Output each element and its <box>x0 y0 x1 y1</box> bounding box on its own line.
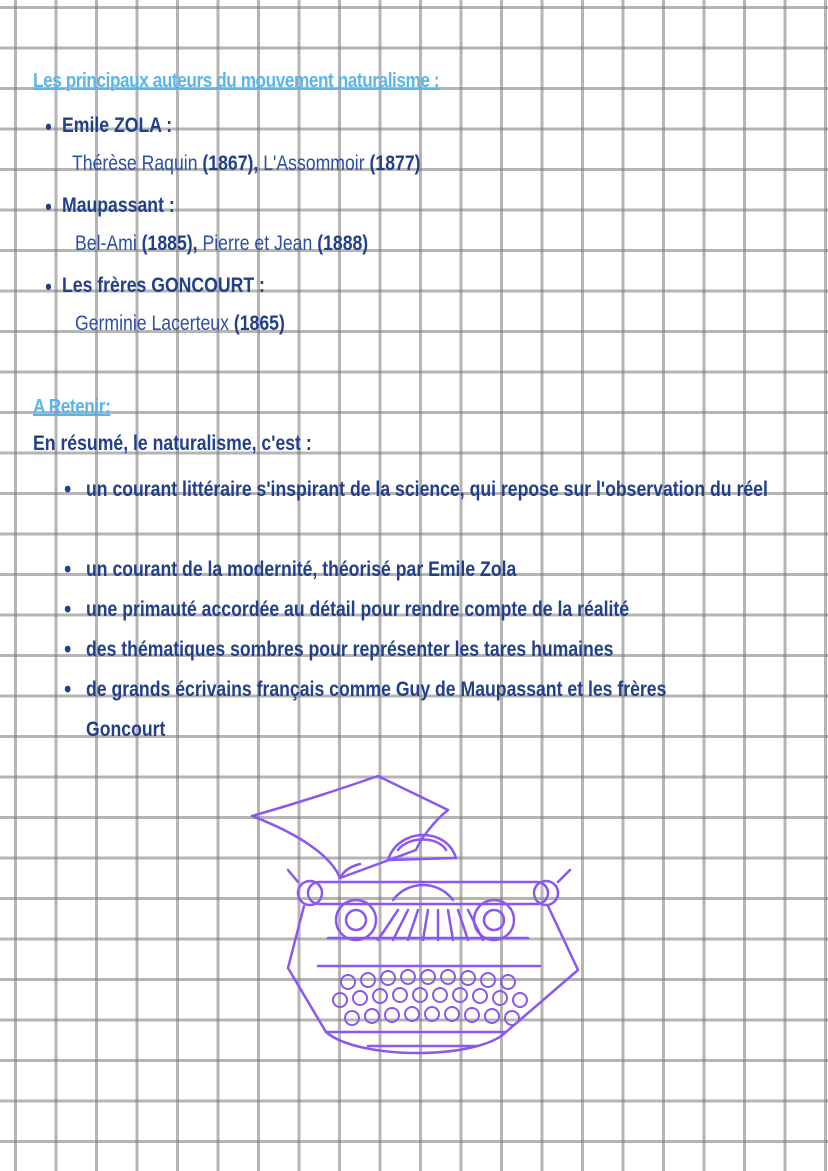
summary-item: • un courant de la modernité, théorisé par Emile Zola <box>86 550 800 590</box>
author-zola-works <box>72 152 421 176</box>
retenir-heading: A Retenir: <box>33 396 111 418</box>
work-year: (1865) <box>233 312 285 335</box>
author-maupassant: • Maupassant : <box>62 194 175 218</box>
author-zola: • Emile ZOLA : <box>62 114 172 138</box>
summary-item: • des thématiques sombres pour représenter les tares humaines <box>86 630 800 670</box>
resume-intro: En résumé, le naturalisme, c'est : <box>33 432 312 455</box>
work-title: Thérèse Raquin <box>72 152 198 175</box>
work-year: (1867) <box>202 152 254 175</box>
summary-item: • de grands écrivains français comme Guy de Maupassant et les frères Goncourt <box>86 670 724 750</box>
authors-heading: Les principaux auteurs du mouvement naturalisme : <box>33 70 440 92</box>
work-separator: , <box>253 152 264 175</box>
author-goncourt: • Les frères GONCOURT : <box>62 274 265 298</box>
author-maupassant-works <box>75 232 368 256</box>
typewriter-illustration-icon <box>248 770 588 1070</box>
work-separator: , <box>192 232 203 255</box>
summary-item: • une primauté accordée au détail pour rendre compte de la réalité <box>86 590 800 630</box>
work-year: (1888) <box>317 232 369 255</box>
work-title: Bel-Ami <box>75 232 137 255</box>
work-title: Germinie Lacerteux <box>75 312 229 335</box>
work-year: (1885) <box>141 232 193 255</box>
work-title: L'Assommoir <box>263 152 365 175</box>
author-goncourt-works <box>75 312 285 336</box>
work-year: (1877) <box>369 152 421 175</box>
work-title: Pierre et Jean <box>202 232 313 255</box>
summary-item: • un courant littéraire s'inspirant de la science, qui repose sur l'observation du réel <box>86 470 800 510</box>
